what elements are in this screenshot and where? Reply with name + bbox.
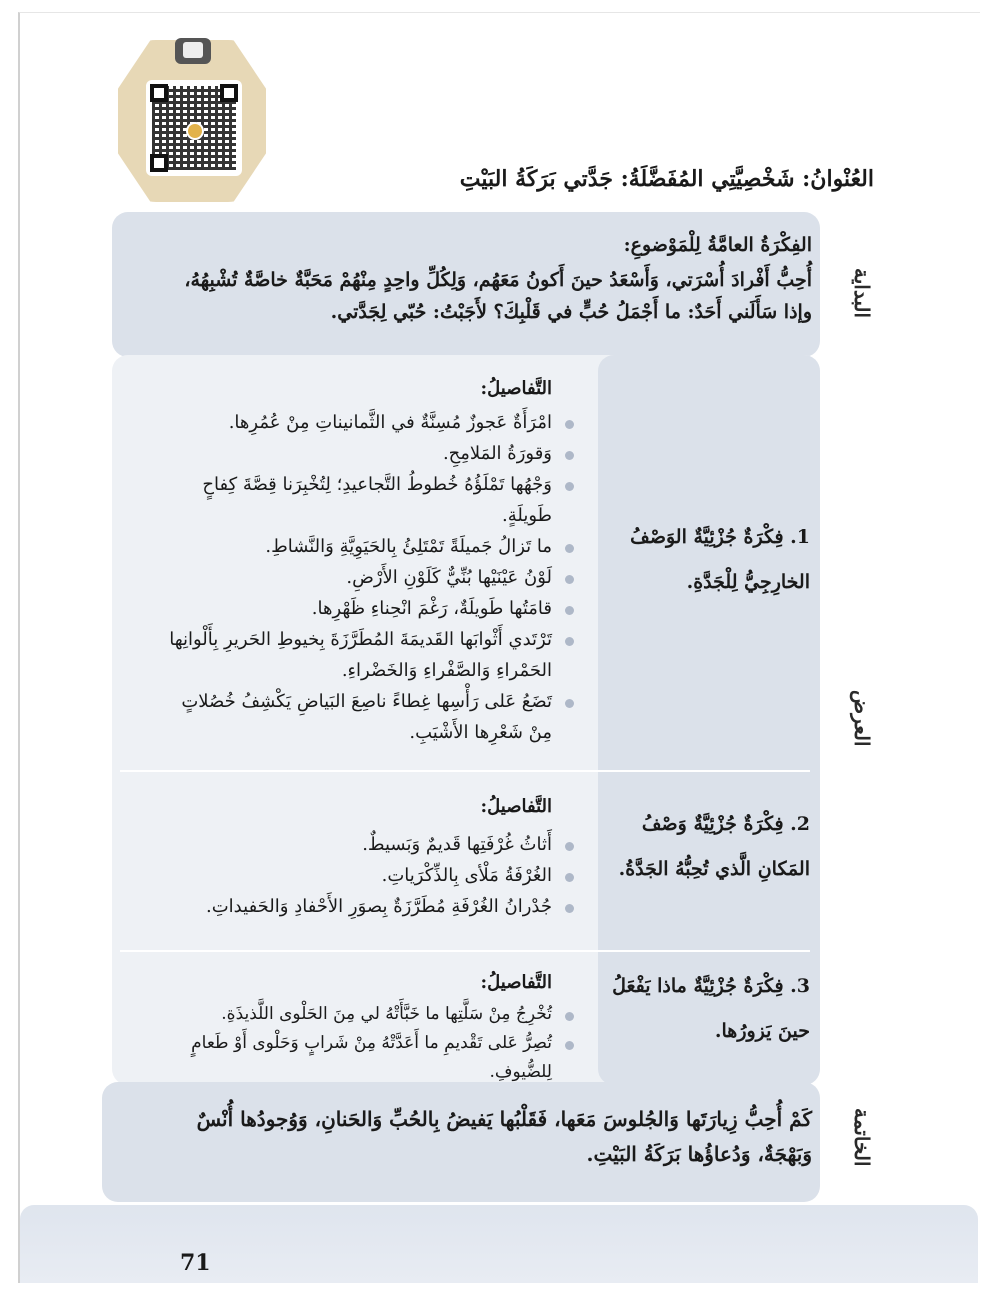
list-item: قامَتُها طَويلَةٌ، رَغْمَ انْحِناءِ ظَهْرِها. — [160, 594, 580, 625]
list-item: وَجْهُها تَمْلَؤُهُ خُطوطُ التَّجاعيدِ؛ لِتُخْبِرَنا قِصَّةَ كِفاحٍ طَويلَةٍ. — [160, 470, 580, 532]
section-label-end: الخاتمة — [850, 1108, 874, 1167]
section-label-intro: البداية — [850, 268, 874, 319]
page-number: 71 — [180, 1250, 211, 1276]
intro-text: أُحِبُّ أَفْرادَ أُسْرَتي، وَأَسْعَدُ حينَ أَكونُ مَعَهُم، وَلِكُلِّ واحِدٍ مِنْهُمْ مَحَبَّةٌ خاصَّةٌ تُشْبِهُهُ، وإذا سَأَلَني أَحَدٌ: ما أَجْمَلُ حُبٍّ في قَلْبِكَ؟ لأَجَبْتُ: حُبّي لِجَدَّتي. — [184, 269, 812, 324]
idea-title: 2. فِكْرَةٌ جُزْئِيَّةٌ وَصْفُ المَكانِ الَّذي تُحِبُّهُ الجَدَّةُ. — [618, 813, 810, 880]
details-title: التَّفاصيلُ: — [480, 796, 552, 817]
list-item: ما تَزالُ جَميلَةً تَمْتَلِئُ بِالحَيَوِيَّةِ وَالنَّشاطِ. — [160, 532, 580, 563]
qr-corner-icon — [220, 84, 238, 102]
details-title: التَّفاصيلُ: — [480, 972, 552, 993]
ending-text: كَمْ أُحِبُّ زِيارَتَها وَالجُلوسَ مَعَها، فَقَلْبُها يَفيضُ بِالحُبِّ وَالحَنانِ، وَوُجودُها أُنْسٌ وَبَهْجَةٌ، وَدُعاؤُها بَرَكَةُ البَيْتِ. — [196, 1107, 812, 1166]
details-title: التَّفاصيلُ: — [480, 378, 552, 399]
qr-corner-icon — [150, 84, 168, 102]
list-item: جُدْرانُ الغُرْفَةِ مُطَرَّزَةٌ بِصوَرِ الأَحْفادِ وَالحَفيداتِ. — [140, 892, 580, 923]
list-item: امْرَأَةٌ عَجوزٌ مُسِنَّةٌ في الثَّمانيناتِ مِنْ عُمُرِها. — [160, 408, 580, 439]
list-item: وَقورَةُ المَلامِحِ. — [160, 439, 580, 470]
details-list — [140, 830, 580, 923]
list-item: تُخْرِجُ مِنْ سَلَّتِها ما خَبَّأَتْهُ لي مِنَ الحَلْوى اللَّذيذَةِ. — [140, 1000, 580, 1029]
page-title: العُنْوانُ: شَخْصِيَّتِي المُفَضَّلَةُ: جَدَّتي بَرَكَةُ البَيْتِ — [459, 166, 874, 192]
list-item: تُصِرُّ عَلى تَقْديمِ ما أَعَدَّتْهُ مِنْ شَرابٍ وَحَلْوى أَوْ طَعامٍ لِلضُّيوفِ. — [140, 1029, 580, 1087]
list-item: لَوْنُ عَيْنَيْها بُنِّيٌّ كَلَوْنِ الأَرْضِ. — [160, 563, 580, 594]
list-item: أَثاثُ غُرْفَتِها قَديمٌ وَبَسيطٌ. — [140, 830, 580, 861]
footer-band — [20, 1205, 978, 1283]
qr-logo-icon — [186, 122, 204, 140]
list-item: تَضَعُ عَلى رَأْسِها غِطاءً ناصِعَ البَياضِ يَكْشِفُ خُصُلاتٍ مِنْ شَعْرِها الأَشْيَبِ. — [160, 687, 580, 749]
section-label-body: العرض — [850, 690, 874, 747]
divider — [120, 950, 810, 952]
divider — [120, 770, 810, 772]
details-list — [140, 1000, 580, 1088]
idea-title: 1. فِكْرَةٌ جُزْئِيَّةٌ الوَصْفُ الخارِجِيُّ لِلْجَدَّةِ. — [630, 526, 810, 593]
intro-heading: الفِكْرَةُ العامَّةُ لِلْمَوْضوعِ: — [623, 234, 812, 256]
idea-title: 3. فِكْرَةٌ جُزْئِيَّةٌ ماذا يَفْعَلُ حينَ يَزورُها. — [612, 975, 810, 1042]
list-item: تَرْتَدي أَثْوابَها القَديمَةَ المُطَرَّزَةَ بِخيوطِ الحَريرِ بِأَلْوانِها الحَمْراءِ وَالصَّفْراءِ وَالخَضْراءِ. — [160, 625, 580, 687]
details-list — [160, 408, 580, 748]
qr-corner-icon — [150, 154, 168, 172]
video-icon — [183, 42, 203, 58]
list-item: الغُرْفَةُ مَلْأى بِالذِّكْرَياتِ. — [140, 861, 580, 892]
